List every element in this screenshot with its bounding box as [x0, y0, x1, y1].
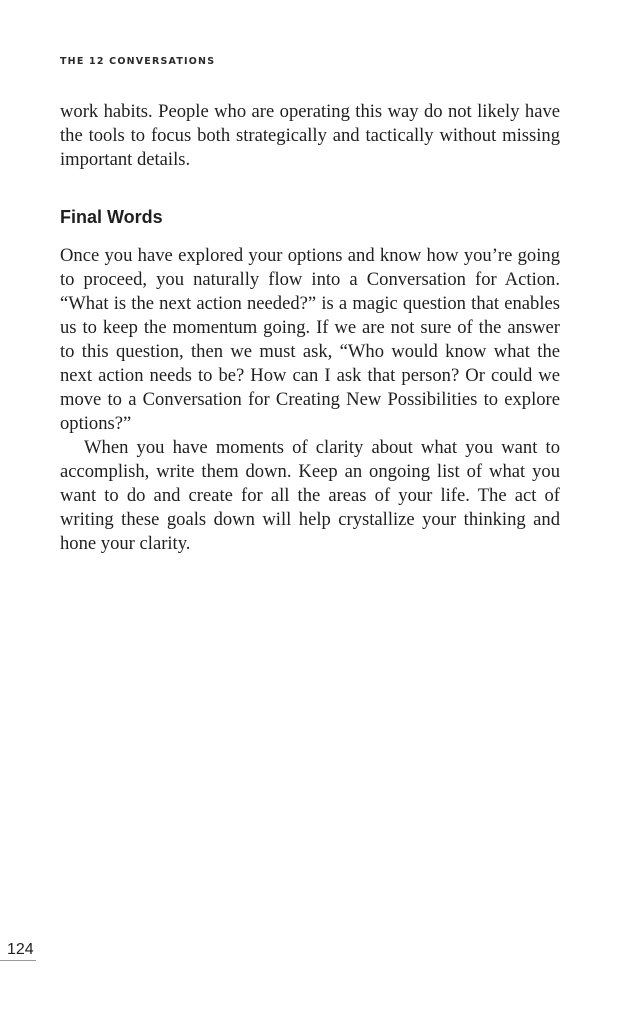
- body-paragraph: When you have moments of clarity about what you want to accomplish, write them down. Keep an ongoing list of what you want to do and create for all the areas of your life. The act of writing these goals down will help crystallize your thinking and hone your clarity.: [60, 437, 560, 554]
- running-head: THE 12 CONVERSATIONS: [60, 56, 216, 67]
- page-number-rule: [0, 960, 36, 961]
- continued-paragraph: work habits. People who are operating this way do not likely have the tools to focus both strategically and tactically without missing important details.: [60, 101, 560, 170]
- body-paragraph: Once you have explored your options and know how you’re going to proceed, you naturally flow into a Conversation for Action. “What is the next action needed?” is a magic question that enables us to keep the momentum going. If we are not sure of the answer to this question, then we must ask, “Who would know what the next action needs to be? How can I ask that person? Or could we move to a Conversation for Creating New Possibilities to explore options?”: [60, 245, 560, 434]
- page-number: 124: [7, 941, 34, 958]
- section-heading: Final Words: [60, 207, 163, 227]
